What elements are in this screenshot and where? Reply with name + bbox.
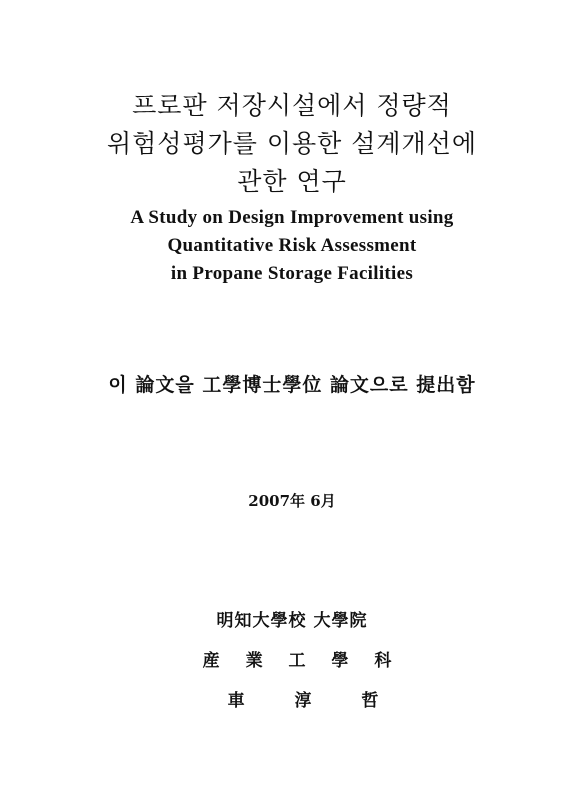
english-title-line-1: A Study on Design Improvement using: [130, 207, 454, 228]
degree-statement: 이 論文을 工學博士學位 論文으로 提出함: [108, 374, 476, 396]
university-name: 明知大學校 大學院: [216, 611, 368, 631]
author-name: 車 淳 哲: [227, 691, 401, 711]
korean-title-line-1: 프로판 저장시설에서 정량적: [132, 91, 452, 120]
english-title-line-3: in Propane Storage Facilities: [170, 263, 414, 284]
english-title-line-2: Quantitative Risk Assessment: [167, 235, 417, 256]
department-name: 産 業 工 學 科: [202, 651, 402, 671]
korean-title-line-2: 위험성평가를 이용한 설계개선에: [107, 129, 477, 158]
submission-date: 2007年 6月: [248, 492, 336, 510]
korean-title-line-3: 관한 연구: [237, 167, 347, 196]
